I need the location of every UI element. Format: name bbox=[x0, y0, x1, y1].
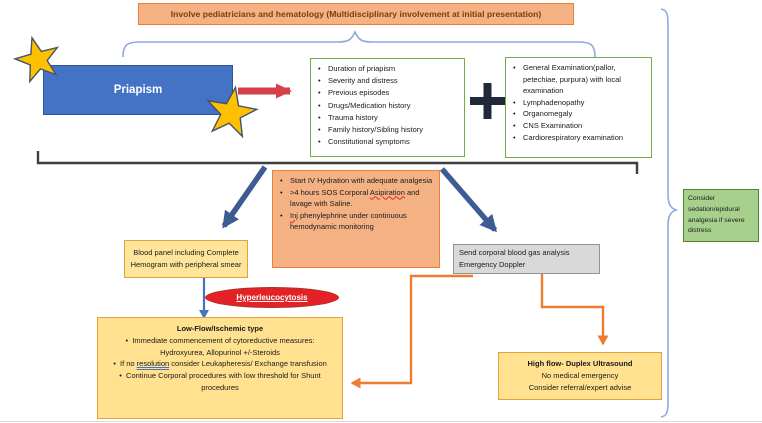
high-flow-title: High flow- Duplex Ultrasound bbox=[527, 359, 633, 368]
brace-right-icon bbox=[661, 9, 676, 417]
misspelled-word: Inj bbox=[290, 210, 298, 220]
list-item: • Previous episodes bbox=[315, 87, 461, 99]
priapism-box bbox=[43, 65, 233, 115]
list-item: • >4 hours SOS Corporal Asipiration and lavage with Saline. bbox=[277, 187, 436, 210]
list-item: • Start IV Hydration with adequate analgesia bbox=[277, 175, 436, 187]
history-checklist-box bbox=[310, 58, 465, 157]
high-flow-box bbox=[498, 352, 662, 400]
doppler-line: Send corporal blood gas analysis bbox=[459, 248, 570, 257]
list-item: • Family history/Sibling history bbox=[315, 124, 461, 136]
low-flow-title: Low-Flow/Ischemic type bbox=[176, 324, 264, 333]
plus-icon bbox=[470, 83, 505, 119]
arrow-to-blood-panel bbox=[224, 167, 265, 226]
doppler-box bbox=[453, 244, 600, 274]
list-item: • Severity and distress bbox=[315, 75, 461, 87]
list-item: • Duration of priapism bbox=[315, 63, 461, 75]
doppler-line: Emergency Doppler bbox=[459, 259, 526, 269]
connector-doppler-to-low-flow bbox=[352, 276, 473, 383]
priapism-label: Priapism bbox=[113, 84, 163, 96]
list-item: • Inj phenylephrine under continuous hemodynamic monitoring bbox=[277, 210, 436, 233]
banner-text: Involve pediatricians and hematology (Multidisciplinary involvement at initial presentation) bbox=[170, 9, 542, 19]
high-flow-line: No medical emergency bbox=[541, 371, 619, 380]
sedation-text: Consider sedation/epidural analgesia if severe distress bbox=[688, 195, 745, 235]
list-item: • Drugs/Medication history bbox=[315, 100, 461, 112]
arrow-to-doppler bbox=[442, 169, 495, 230]
list-item: • Organomegaly bbox=[510, 108, 648, 120]
list-item: • If no resolution consider Leukapheresis/ Exchange transfusion bbox=[104, 358, 336, 370]
misspelled-word: Asipiration bbox=[369, 187, 405, 197]
blood-panel-box bbox=[124, 240, 248, 278]
banner bbox=[138, 3, 574, 25]
list-item: • General Examination(pallor, petechiae, purpura) with local examination bbox=[510, 62, 648, 97]
grammar-flagged-word: resolution bbox=[136, 359, 170, 369]
sedation-note-box bbox=[683, 189, 759, 242]
blood-panel-text: Blood panel including Complete Hemogram with peripheral smear bbox=[130, 248, 242, 269]
badge-label: Hyperleucocytosis bbox=[236, 293, 308, 302]
list-item: • CNS Examination bbox=[510, 120, 648, 132]
list-item: • Immediate commencement of cytoreductive measures: Hydroxyurea, Allopurinol +/-Steroids bbox=[104, 335, 336, 359]
brace-top-icon bbox=[123, 32, 595, 57]
high-flow-line: Consider referral/expert advise bbox=[528, 383, 632, 392]
list-item: • Lymphadenopathy bbox=[510, 97, 648, 109]
examination-box bbox=[505, 57, 652, 158]
low-flow-box bbox=[97, 317, 343, 419]
list-item: • Trauma history bbox=[315, 112, 461, 124]
treatment-box bbox=[272, 170, 440, 268]
connector-doppler-to-high-flow bbox=[542, 274, 603, 344]
list-item: • Constitutional symptoms bbox=[315, 136, 461, 148]
list-item: • Continue Corporal procedures with low threshold for Shunt procedures bbox=[104, 370, 336, 394]
hyperleucocytosis-badge bbox=[205, 287, 339, 308]
list-item: • Cardiorespiratory examination bbox=[510, 132, 648, 144]
